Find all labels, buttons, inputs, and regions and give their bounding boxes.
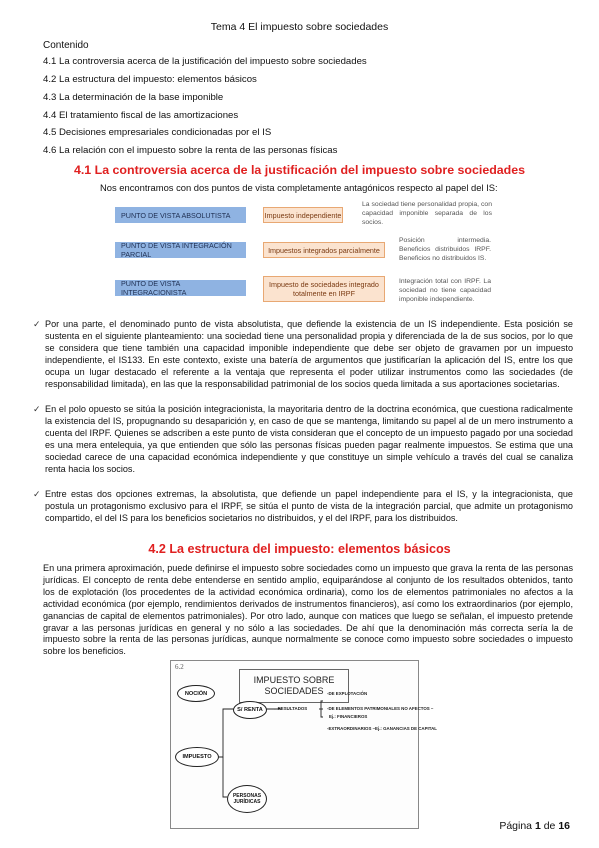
toc-item[interactable]: 4.6 La relación con el impuesto sobre la renta de las personas físicas — [43, 145, 338, 156]
page-word: Página — [499, 820, 533, 832]
viewpoint-label: PUNTO DE VISTA INTEGRACIONISTA — [115, 280, 246, 296]
personas-juridicas-node: PERSONAS JURÍDICAS — [227, 785, 267, 813]
result-item: -DE EXPLOTACIÓN — [327, 691, 368, 696]
resultados-label: → RESULTADOS — [272, 706, 308, 711]
checkmark-icon: ✓ — [33, 319, 41, 329]
result-item: -EXTRAORDINARIOS –Ej.: GANANCIAS DE CAPITAL — [327, 726, 437, 731]
current-page: 1 — [534, 820, 541, 832]
toc-item[interactable]: 4.5 Decisiones empresariales condicionadas por el IS — [43, 127, 272, 138]
scheme-figure — [170, 660, 437, 829]
bullet-paragraph: En el polo opuesto se sitúa la posición integracionista, la mayoritaria dentro de la doctrina económica, que cuestiona radicalmente la existencia del IS, propugnando su desaparición y, en caso de que se mantenga, limitando su papel al de un mero instrumento a cuenta del IRPF. Quienes se adscriben a este punto de vista consideran que el concepto de un impuesto pagado por una sociedad es una mera entelequia, ya que entienden que sólo las personas físicas pueden pagar realmente impuestos. Se estima que una sociedad carece de una capacidad económica independiente y que constituye un simple vehículo a través del cual se canaliza renta hacia los socios. — [45, 404, 573, 474]
page-number — [499, 820, 570, 832]
tax-type-box: Impuestos integrados parcialmente — [263, 242, 385, 258]
toc-item[interactable]: 4.3 La determinación de la base imponible — [43, 92, 224, 103]
section-intro: Nos encontramos con dos puntos de vista completamente antagónicos respecto al papel del IS: — [100, 182, 498, 193]
section-heading-4-1: 4.1 La controversia acerca de la justificación del impuesto sobre sociedades — [73, 163, 526, 177]
viewpoint-description: Integración total con IRPF. La sociedad no tiene capacidad imponible independiente. — [399, 278, 491, 304]
renta-node: S/ RENTA — [233, 701, 267, 719]
checkmark-icon: ✓ — [33, 489, 41, 499]
section-paragraph: En una primera aproximación, puede definirse el impuesto sobre sociedades como un impuesto que grava la renta de las personas jurídicas. El concepto de renta debe entenderse en sentido amplio, equiparándose al conjunto de los resultados obtenidos, tanto los de explotación (los procedentes de la actividad económica ordinaria), como los de elementos patrimoniales no afectos a la actividad económica (por ejemplo, rendimientos derivados de instrumentos financieros), así como los extraordinarios (por ejemplo, ganancias de capital de elementos patrimoniales). Por otro lado, aunque con matices que luego se señalan, el impuesto pretende gravar a las personas jurídicas en general y no sólo a las sociedades. De ahí que la denominación más correcta sería la de impuesto sobre la renta de las personas jurídicas, aunque normalmente se conoce como impuesto sobre sociedades o impuesto sobre los beneficios. — [43, 563, 573, 657]
toc-heading: Contenido — [43, 40, 89, 51]
resultados-text: RESULTADOS — [277, 706, 308, 711]
toc-item[interactable]: 4.1 La controversia acerca de la justificación del impuesto sobre sociedades — [43, 56, 367, 67]
checkmark-icon: ✓ — [33, 404, 41, 414]
tax-type-box: Impuesto independiente — [263, 207, 343, 223]
section-heading-4-2: 4.2 La estructura del impuesto: elementos básicos — [148, 542, 451, 556]
viewpoint-label: PUNTO DE VISTA INTEGRACIÓN PARCIAL — [115, 242, 246, 258]
viewpoint-description: La sociedad tiene personalidad propia, con capacidad imponible separada de los socios. — [362, 201, 492, 227]
figure-title: IMPUESTO SOBRE SOCIEDADES — [239, 669, 349, 703]
impuesto-node: IMPUESTO — [175, 747, 219, 767]
viewpoint-label: PUNTO DE VISTA ABSOLUTISTA — [115, 207, 246, 223]
tax-type-box: Impuesto de sociedades integrado totalmente en IRPF — [263, 276, 385, 302]
result-item: -DE ELEMENTOS PATRIMONIALES NO AFECTOS – — [327, 706, 434, 711]
of-word: de — [543, 820, 556, 832]
document-title: Tema 4 El impuesto sobre sociedades — [210, 21, 389, 33]
result-item: Ej.: FINANCIEROS — [329, 714, 368, 719]
total-pages: 16 — [558, 820, 570, 832]
viewpoint-description: Posición intermedia. Beneficios distribuidos IRPF. Beneficios no distribuidos IS. — [399, 237, 491, 263]
bullet-paragraph: Por una parte, el denominado punto de vista absolutista, que defiende la existencia de un IS independiente. Esta posición se sustenta en el siguiente planteamiento: una sociedad tiene una personalidad propia y diferenciada de la de sus socios, por lo que se considera que tiene también una capacidad imponible independiente que debe ser objeto de gravamen por un impuesto independiente, el IS133. En este contexto, existe una batería de argumentos que justificarían la aplicación del IS, entre los que ocupa un lugar destacado el referente a la ventaja que representa el poder utilizar instrumentos como las sociedades (de responsabilidad limitada), en las que la responsabilidad patrimonial de los socios queda limitada a sus aportaciones societarias. — [45, 319, 573, 389]
toc-item[interactable]: 4.2 La estructura del impuesto: elementos básicos — [43, 74, 257, 85]
bullet-paragraph: Entre estas dos opciones extremas, la absolutista, que defiende un papel independiente para el IS, y la integracionista, que postula un protagonismo exclusivo para el IRPF, se sitúa el punto de vista de la integración parcial, que admite un protagonismo compartido, el del IS para los beneficios societarios no distribuidos, y el del IRPF, para los distribuidos. — [45, 489, 573, 523]
figure-number: 6.2 — [175, 663, 184, 671]
nocion-node: NOCIÓN — [177, 685, 215, 702]
toc-item[interactable]: 4.4 El tratamiento fiscal de las amortizaciones — [43, 110, 239, 121]
